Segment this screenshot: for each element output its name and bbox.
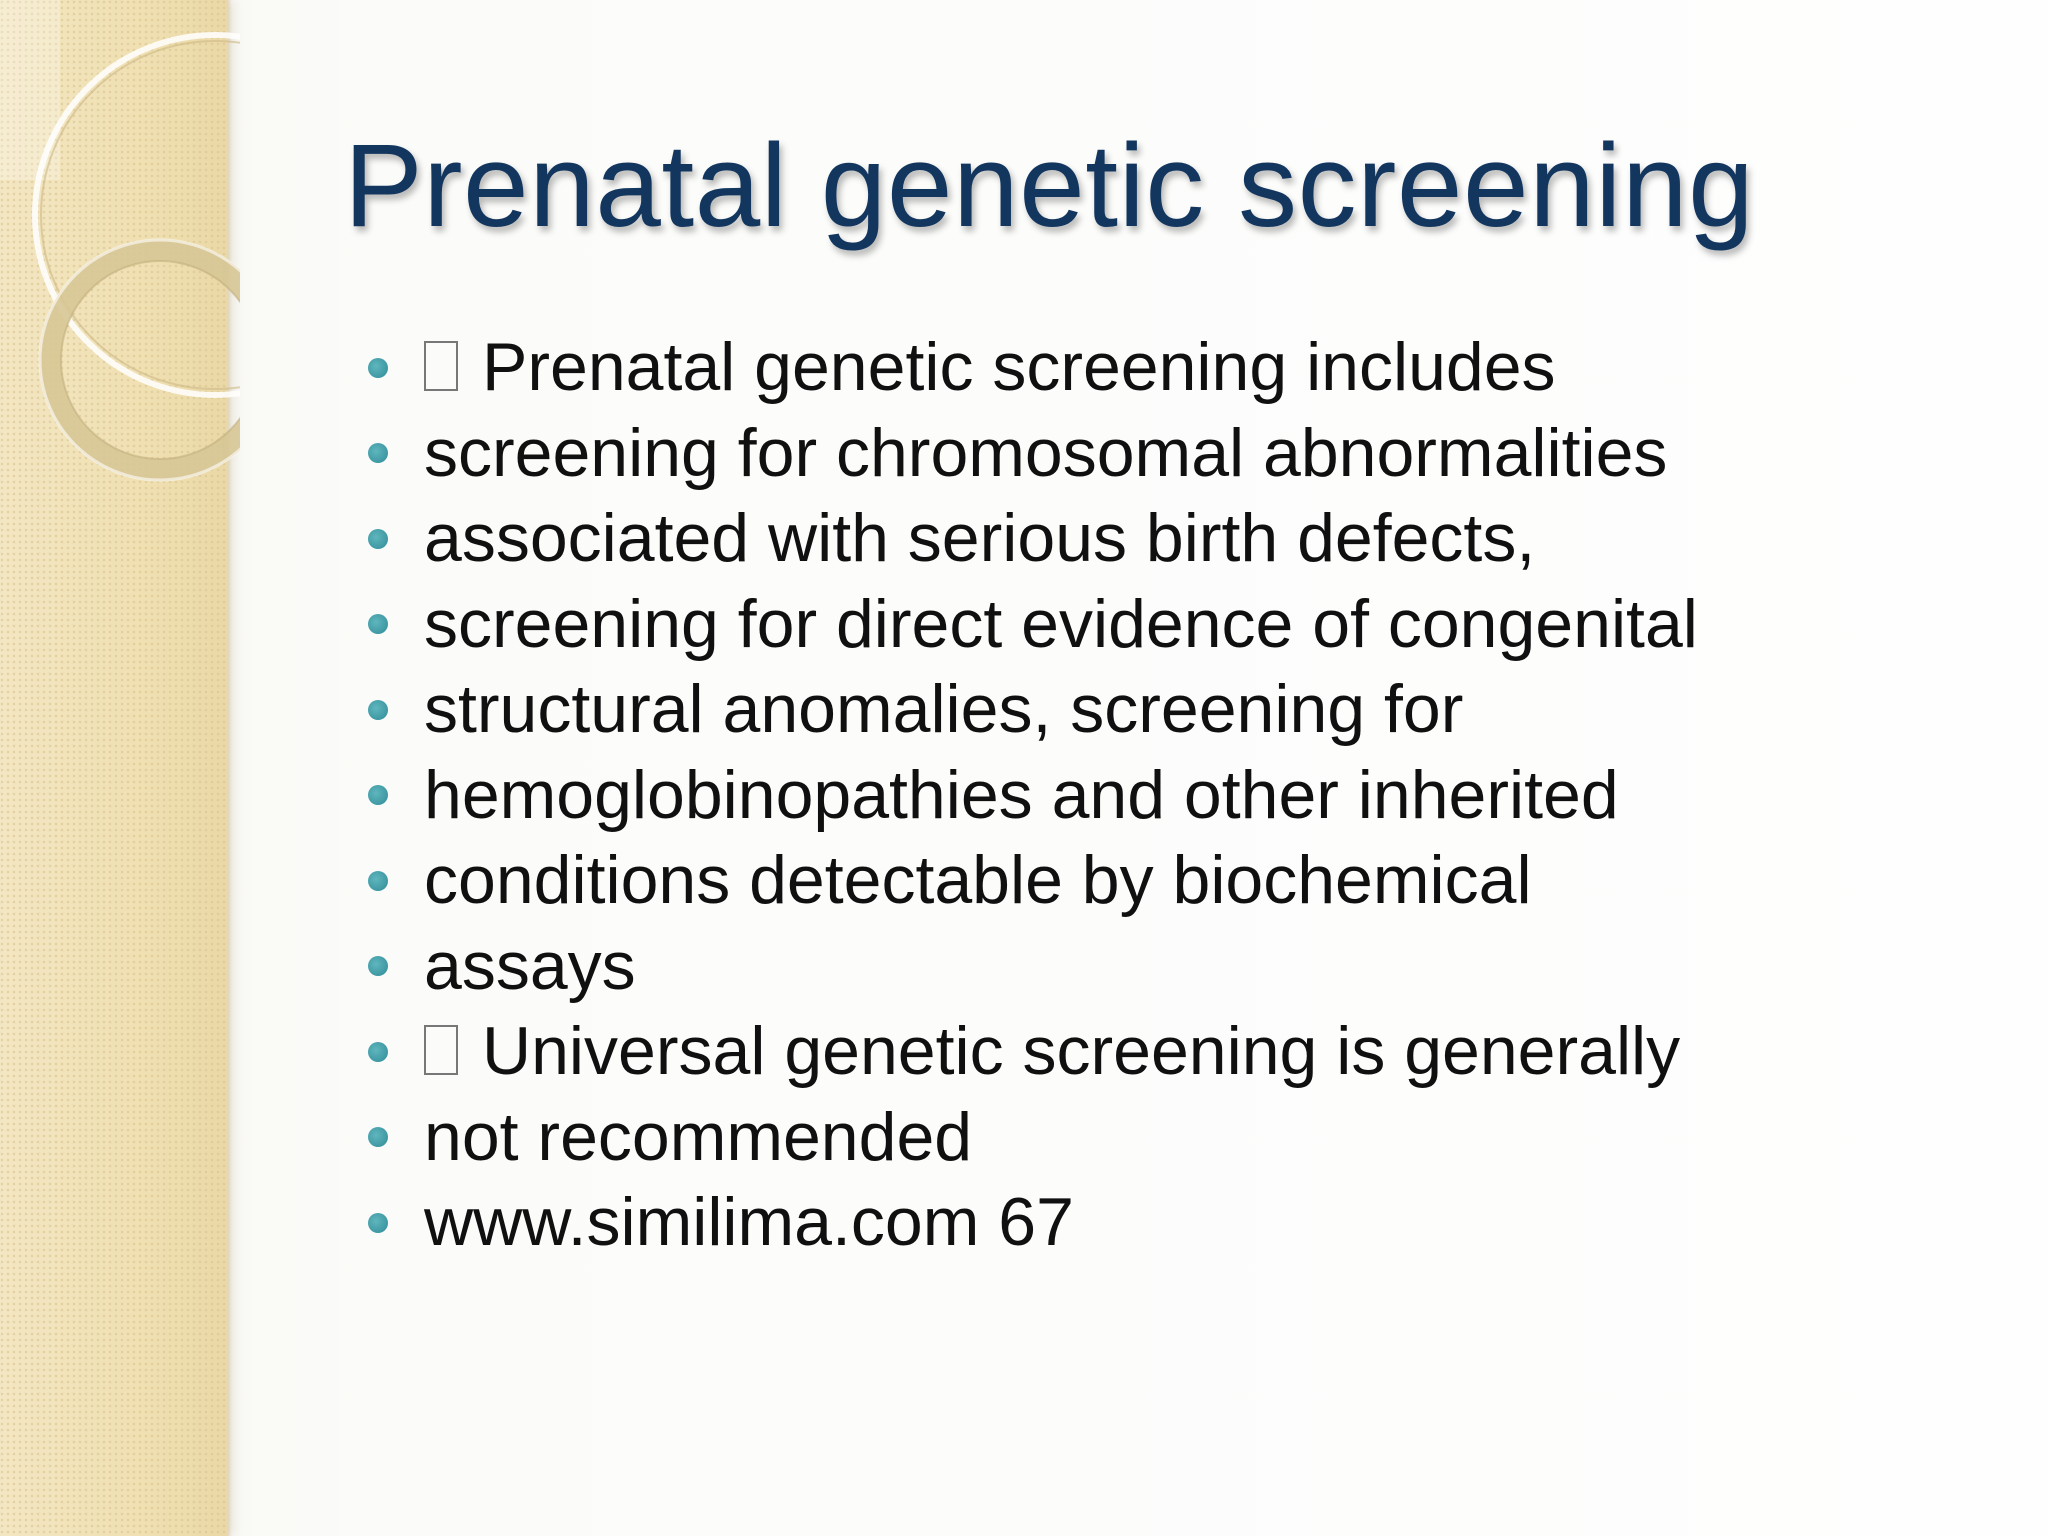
bullet-item (360, 1180, 1698, 1266)
bullet-icon (368, 956, 388, 976)
bullet-icon (368, 700, 388, 720)
bullet-text: Prenatal genetic screening includes (482, 329, 1556, 405)
bullet-icon (368, 871, 388, 891)
bullet-text: hemoglobinopathies and other inherited (424, 756, 1619, 833)
bullet-icon (368, 1042, 388, 1062)
bullet-item (360, 1095, 1698, 1181)
bullet-item (360, 582, 1698, 668)
bullet-text: conditions detectable by biochemical (424, 842, 1532, 918)
bullet-item (360, 1009, 1698, 1095)
missing-glyph-icon (424, 341, 458, 391)
bullet-icon (368, 785, 388, 805)
bullet-icon (368, 529, 388, 549)
bullet-icon (368, 443, 388, 463)
bullet-item (360, 667, 1698, 753)
bullet-text: www.similima.com 67 (424, 1184, 1074, 1260)
bullet-item (360, 496, 1698, 582)
bullet-item (360, 924, 1698, 1010)
bullet-list (360, 325, 1698, 1266)
bullet-text: not recommended (424, 1098, 973, 1175)
bullet-icon (368, 1213, 388, 1233)
slide-title: Prenatal genetic screening (344, 120, 1755, 252)
bullet-item (360, 325, 1698, 411)
bullet-text: screening for direct evidence of congenital (424, 585, 1698, 662)
missing-glyph-icon (424, 1025, 458, 1075)
bullet-icon (368, 1127, 388, 1147)
bullet-text: assays (424, 927, 636, 1004)
bullet-item (360, 411, 1698, 497)
bullet-text: screening for chromosomal abnormalities (424, 414, 1668, 491)
bullet-icon (368, 614, 388, 634)
bullet-text: associated with serious birth defects, (424, 500, 1536, 576)
bullet-item (360, 838, 1698, 924)
bullet-text: structural anomalies, screening for (424, 671, 1464, 747)
bullet-text: Universal genetic screening is generally (482, 1013, 1681, 1089)
decorative-rings (0, 0, 240, 520)
bullet-icon (368, 358, 388, 378)
bullet-item (360, 753, 1698, 839)
